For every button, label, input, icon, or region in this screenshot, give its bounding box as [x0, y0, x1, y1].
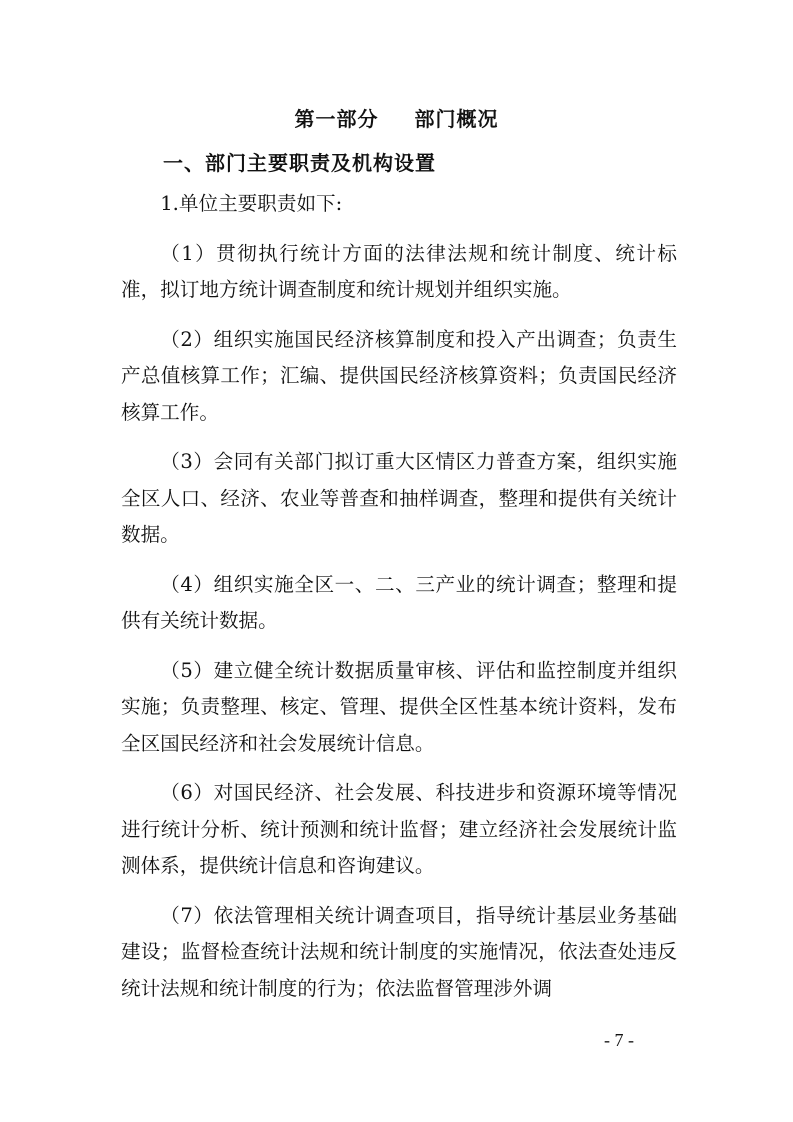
duty-paragraph-7: （7）依法管理相关统计调查项目，指导统计基层业务基础建设；监督检查统计法规和统计制度的实施情况，依法查处违反统计法规和统计制度的行为；依法监督管理涉外调 [121, 903, 677, 1000]
body-text [121, 186, 677, 1007]
section-heading: 一、部门主要职责及机构设置 [163, 151, 436, 175]
page-title [0, 103, 793, 132]
title-section-label: 部门概况 [414, 107, 499, 131]
page-number: - 7 - [604, 1030, 634, 1050]
duty-paragraph-6: （6）对国民经济、社会发展、科技进步和资源环境等情况进行统计分析、统计预测和统计监督；建立经济社会发展统计监测体系，提供统计信息和咨询建议。 [121, 781, 677, 877]
duty-paragraph-2: （2）组织实施国民经济核算制度和投入产出调查；负责生产总值核算工作；汇编、提供国民经济核算资料；负责国民经济核算工作。 [121, 327, 677, 424]
duty-paragraph-3: （3）会同有关部门拟订重大区情区力普查方案，组织实施全区人口、经济、农业等普查和抽样调查，整理和提供有关统计数据。 [121, 450, 677, 546]
intro-paragraph: 1.单位主要职责如下: [160, 192, 343, 215]
duty-paragraph-1: （1）贯彻执行统计方面的法律法规和统计制度、统计标准，拟订地方统计调查制度和统计规划并组织实施。 [121, 241, 677, 301]
title-part-label: 第一部分 [294, 107, 379, 131]
duty-paragraph-4: （4）组织实施全区一、二、三产业的统计调查；整理和提供有关统计数据。 [121, 572, 677, 632]
duty-paragraph-5: （5）建立健全统计数据质量审核、评估和监控制度并组织实施；负责整理、核定、管理、提供全区性基本统计资料，发布全区国民经济和社会发展统计信息。 [121, 658, 677, 755]
